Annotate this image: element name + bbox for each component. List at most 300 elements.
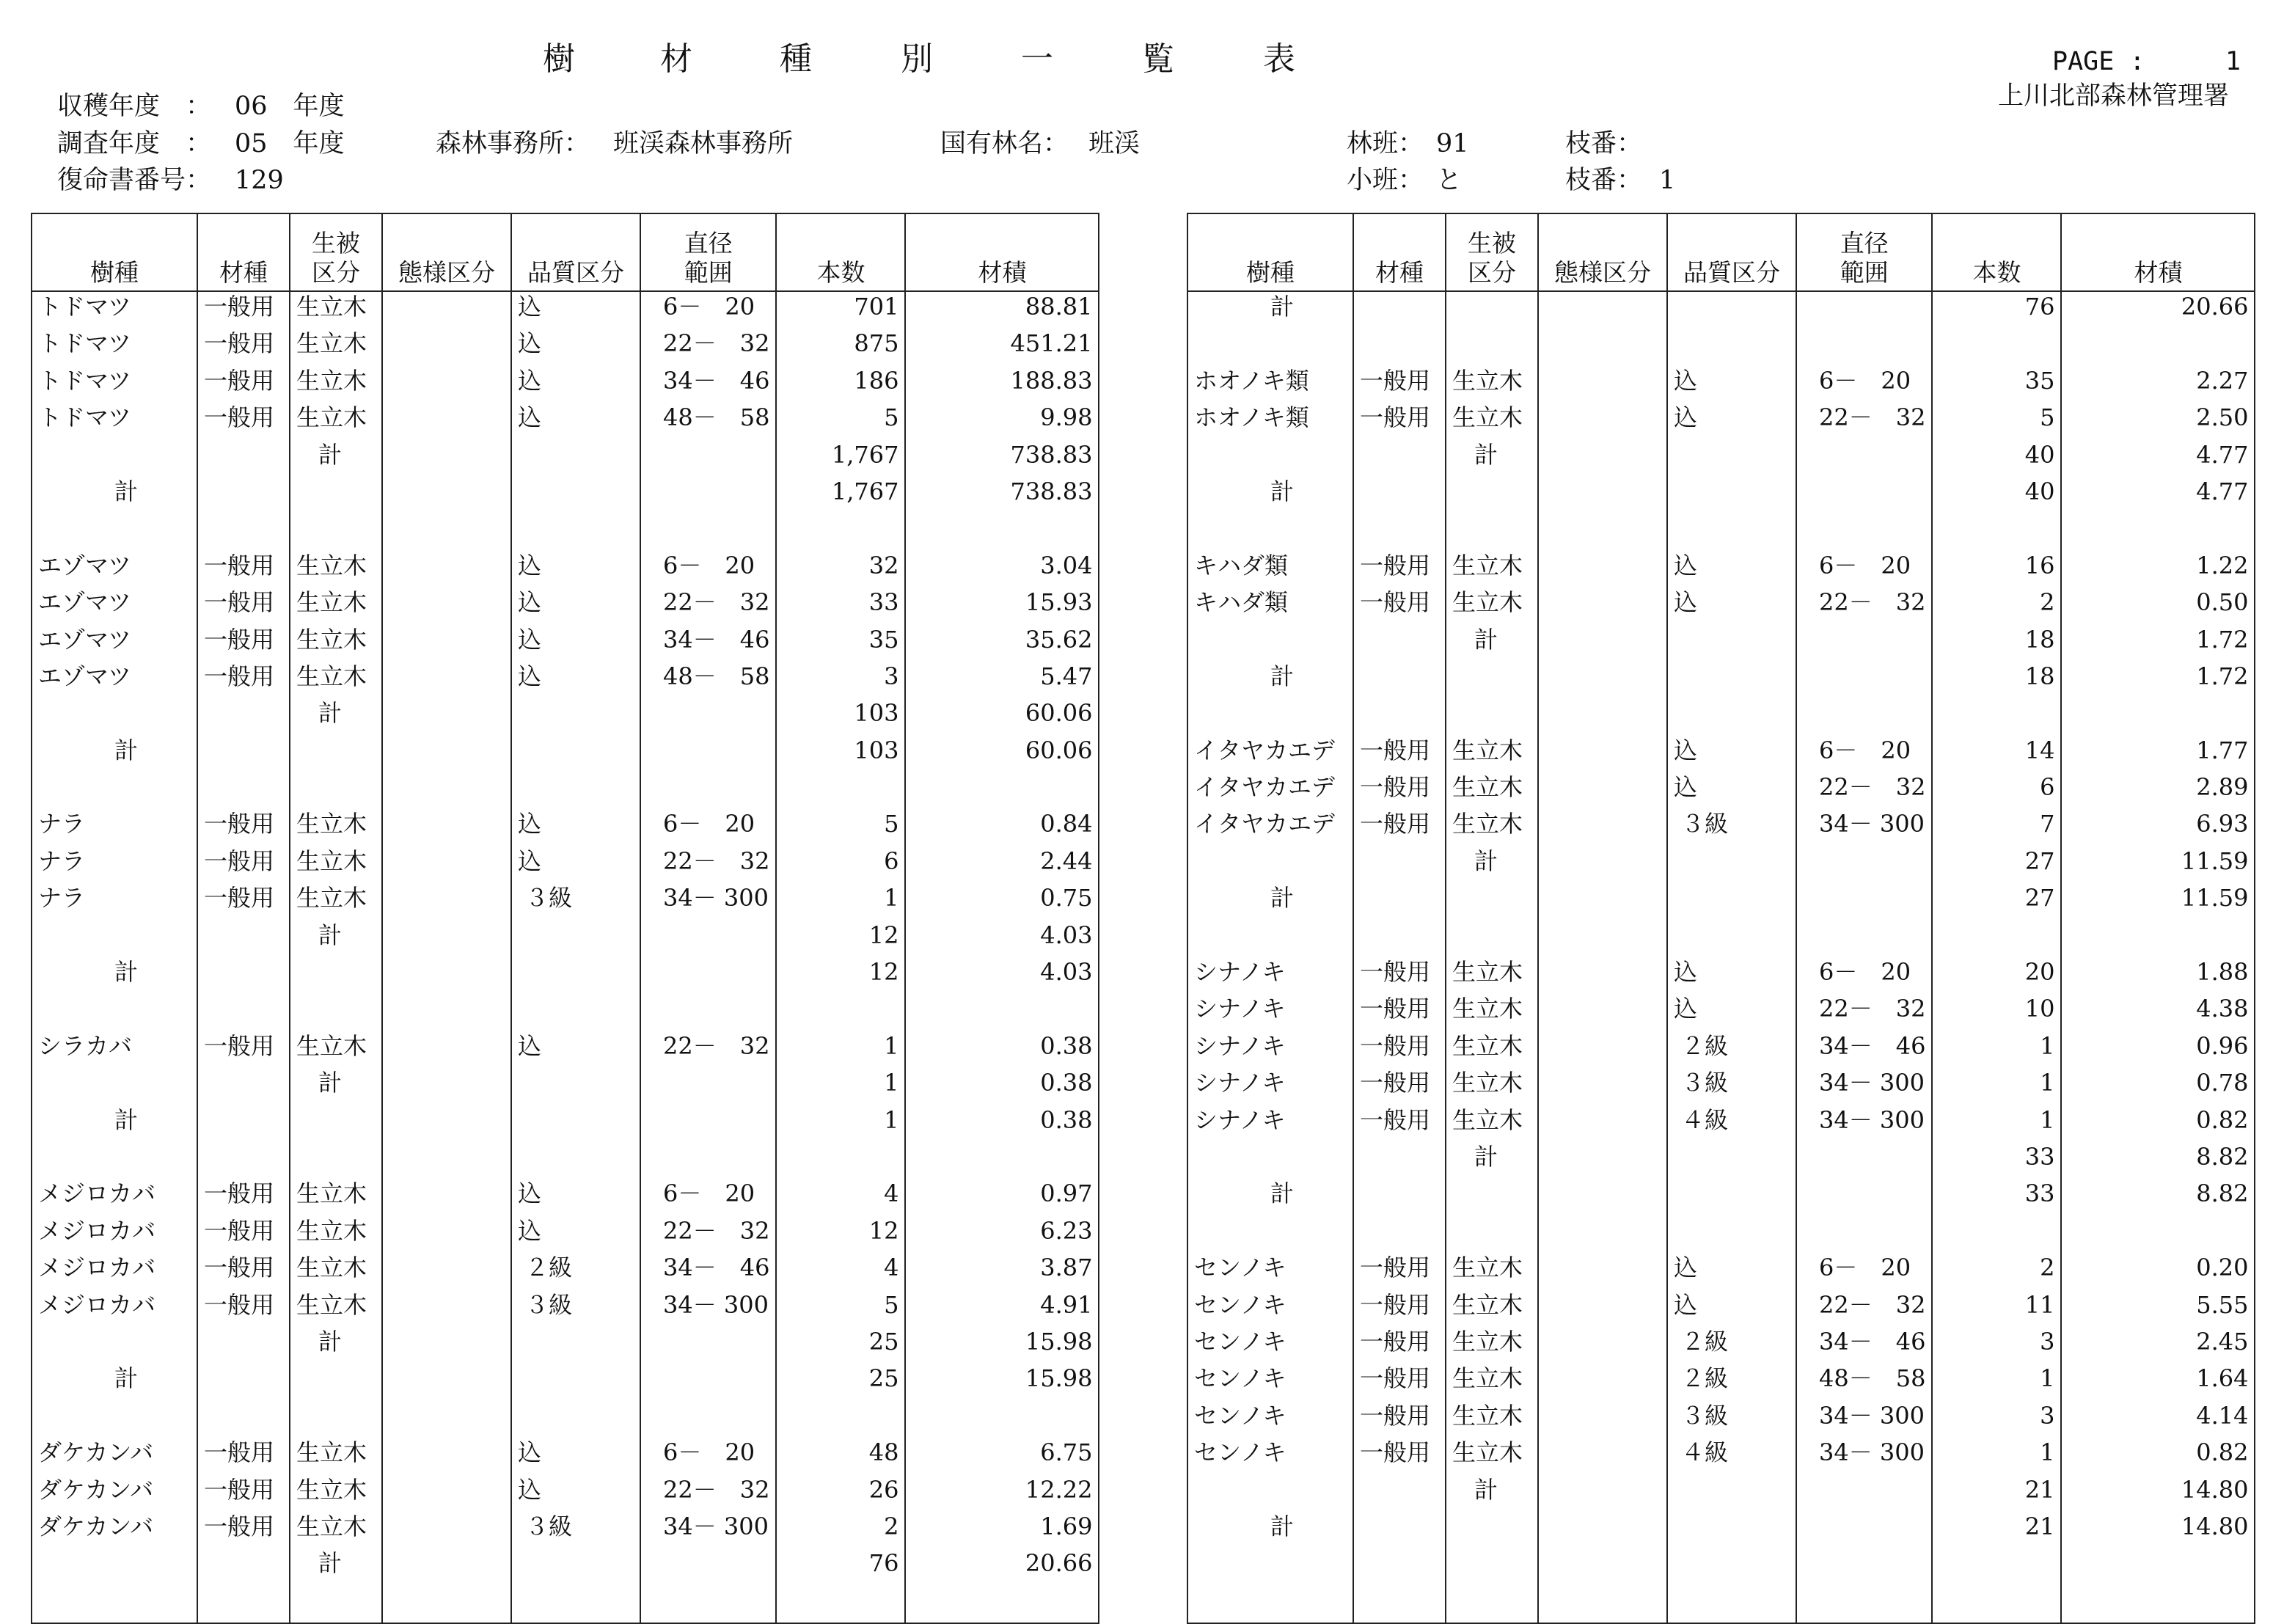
cell-quality-class: 込 bbox=[511, 662, 640, 698]
cell-diameter-range bbox=[640, 772, 776, 809]
cell-tree-count: 186 bbox=[776, 366, 905, 403]
cell-form-class bbox=[1538, 1401, 1667, 1438]
table-header-row bbox=[32, 213, 1099, 291]
table-row bbox=[1187, 662, 2255, 698]
cell-quality-class bbox=[1667, 1548, 1796, 1585]
cell-diameter-range bbox=[1796, 1216, 1932, 1253]
cell-volume: 5.47 bbox=[905, 662, 1099, 698]
table-row bbox=[32, 588, 1099, 624]
cell-living-class bbox=[290, 477, 382, 513]
cell-tree-count: 1 bbox=[1932, 1438, 2061, 1474]
cell-species: 計 bbox=[32, 477, 197, 513]
cell-diameter-range: 6－ 20 bbox=[1796, 1253, 1932, 1290]
cell-diameter-range: 6－ 20 bbox=[640, 291, 776, 329]
table-row bbox=[32, 994, 1099, 1031]
cell-quality-class bbox=[1667, 440, 1796, 477]
cell-timber-type: 一般用 bbox=[197, 551, 290, 588]
cell-living-class: 計 bbox=[290, 1548, 382, 1585]
cell-quality-class bbox=[511, 1364, 640, 1400]
column-header-species: 樹種 bbox=[32, 213, 197, 291]
cell-form-class bbox=[382, 551, 511, 588]
cell-species bbox=[32, 1142, 197, 1179]
cell-diameter-range bbox=[1796, 440, 1932, 477]
cell-timber-type: 一般用 bbox=[1353, 736, 1446, 772]
table-row bbox=[1187, 366, 2255, 403]
cell-tree-count: 48 bbox=[776, 1438, 905, 1474]
cell-volume bbox=[2061, 329, 2255, 365]
cell-volume: 20.66 bbox=[2061, 291, 2255, 329]
table-row bbox=[32, 403, 1099, 439]
cell-quality-class: 込 bbox=[511, 588, 640, 624]
cell-form-class bbox=[382, 1364, 511, 1400]
cell-volume bbox=[905, 1401, 1099, 1438]
cell-living-class bbox=[1446, 662, 1538, 698]
cell-diameter-range bbox=[640, 921, 776, 957]
column-header-diameter-range: 直径 範囲 bbox=[1796, 213, 1932, 291]
cell-diameter-range: 22－ 32 bbox=[640, 1475, 776, 1512]
cell-timber-type bbox=[1353, 329, 1446, 365]
cell-quality-class bbox=[511, 440, 640, 477]
cell-diameter-range: 22－ 32 bbox=[1796, 772, 1932, 809]
cell-quality-class: 込 bbox=[1667, 551, 1796, 588]
cell-form-class bbox=[1538, 440, 1667, 477]
cell-quality-class bbox=[1667, 477, 1796, 513]
cell-form-class bbox=[382, 1142, 511, 1179]
cell-species: エゾマツ bbox=[32, 588, 197, 624]
cell-form-class bbox=[382, 698, 511, 735]
cell-species: 計 bbox=[32, 736, 197, 772]
cell-timber-type bbox=[197, 736, 290, 772]
cell-diameter-range: 6－ 20 bbox=[640, 1438, 776, 1474]
cell-tree-count: 5 bbox=[1932, 403, 2061, 439]
left-timber-table bbox=[31, 213, 1099, 1624]
table-row bbox=[32, 291, 1099, 329]
table-row bbox=[1187, 1253, 2255, 1290]
cell-volume: 0.38 bbox=[905, 1105, 1099, 1142]
column-header-timber-type: 材種 bbox=[1353, 213, 1446, 291]
cell-tree-count: 12 bbox=[776, 957, 905, 994]
cell-timber-type bbox=[1353, 1179, 1446, 1215]
cell-timber-type bbox=[197, 1142, 290, 1179]
cell-timber-type: 一般用 bbox=[1353, 1438, 1446, 1474]
table-row bbox=[1187, 1216, 2255, 1253]
cell-timber-type bbox=[197, 957, 290, 994]
cell-timber-type bbox=[1353, 477, 1446, 513]
cell-diameter-range: 34－ 46 bbox=[640, 1253, 776, 1290]
cell-species: トドマツ bbox=[32, 403, 197, 439]
cell-tree-count: 27 bbox=[1932, 883, 2061, 920]
column-header-species: 樹種 bbox=[1187, 213, 1353, 291]
office-name: 上川北部森林管理署 bbox=[1998, 81, 2230, 111]
table-header-row bbox=[1187, 213, 2255, 291]
cell-diameter-range: 34－ 300 bbox=[1796, 1438, 1932, 1474]
cell-tree-count: 25 bbox=[776, 1327, 905, 1364]
cell-species: 計 bbox=[1187, 662, 1353, 698]
cell-quality-class bbox=[1667, 291, 1796, 329]
cell-timber-type: 一般用 bbox=[197, 403, 290, 439]
cell-diameter-range bbox=[640, 477, 776, 513]
cell-volume bbox=[2061, 921, 2255, 957]
cell-timber-type bbox=[1353, 291, 1446, 329]
cell-volume: 0.84 bbox=[905, 809, 1099, 846]
cell-species bbox=[1187, 698, 1353, 735]
cell-form-class bbox=[1538, 588, 1667, 624]
cell-living-class: 計 bbox=[290, 921, 382, 957]
table-row bbox=[1187, 403, 2255, 439]
cell-quality-class: 込 bbox=[511, 329, 640, 365]
cell-quality-class: ４級 bbox=[1667, 1438, 1796, 1474]
table-row bbox=[1187, 883, 2255, 920]
cell-living-class: 生立木 bbox=[290, 883, 382, 920]
cell-timber-type bbox=[197, 698, 290, 735]
cell-form-class bbox=[382, 1475, 511, 1512]
cell-species: センノキ bbox=[1187, 1401, 1353, 1438]
cell-species bbox=[1187, 1548, 1353, 1585]
cell-tree-count: 16 bbox=[1932, 551, 2061, 588]
right-timber-table bbox=[1187, 213, 2255, 1624]
cell-volume: 15.93 bbox=[905, 588, 1099, 624]
cell-quality-class: 込 bbox=[1667, 772, 1796, 809]
table-row bbox=[1187, 1475, 2255, 1512]
cell-quality-class bbox=[1667, 1475, 1796, 1512]
cell-tree-count bbox=[1932, 1216, 2061, 1253]
column-header-volume: 材積 bbox=[905, 213, 1099, 291]
cell-quality-class bbox=[1667, 1142, 1796, 1179]
cell-species: メジロカバ bbox=[32, 1290, 197, 1327]
cell-volume: 0.20 bbox=[2061, 1253, 2255, 1290]
cell-form-class bbox=[382, 883, 511, 920]
cell-quality-class: 込 bbox=[1667, 957, 1796, 994]
cell-timber-type: 一般用 bbox=[197, 1031, 290, 1068]
cell-quality-class: 込 bbox=[511, 625, 640, 662]
cell-diameter-range: 22－ 32 bbox=[640, 846, 776, 883]
cell-diameter-range: 34－ 46 bbox=[640, 625, 776, 662]
cell-diameter-range: 34－ 46 bbox=[640, 366, 776, 403]
cell-tree-count: 11 bbox=[1932, 1290, 2061, 1327]
cell-diameter-range bbox=[1796, 1475, 1932, 1512]
cell-form-class bbox=[1538, 1142, 1667, 1179]
cell-tree-count bbox=[776, 1401, 905, 1438]
cell-living-class: 生立木 bbox=[290, 1216, 382, 1253]
cell-living-class: 計 bbox=[1446, 1142, 1538, 1179]
cell-quality-class bbox=[1667, 883, 1796, 920]
cell-form-class bbox=[382, 1253, 511, 1290]
cell-species: エゾマツ bbox=[32, 625, 197, 662]
cell-species: 計 bbox=[32, 1105, 197, 1142]
cell-tree-count bbox=[1932, 1586, 2061, 1623]
table-row bbox=[32, 329, 1099, 365]
cell-species: 計 bbox=[1187, 1179, 1353, 1215]
cell-timber-type: 一般用 bbox=[1353, 1031, 1446, 1068]
cell-timber-type: 一般用 bbox=[197, 883, 290, 920]
cell-form-class bbox=[1538, 1253, 1667, 1290]
page-label: PAGE : bbox=[2052, 47, 2145, 76]
cell-volume: 4.14 bbox=[2061, 1401, 2255, 1438]
cell-species: センノキ bbox=[1187, 1438, 1353, 1474]
cell-quality-class bbox=[1667, 1179, 1796, 1215]
cell-living-class: 生立木 bbox=[290, 329, 382, 365]
cell-species: 計 bbox=[1187, 883, 1353, 920]
cell-tree-count: 1 bbox=[1932, 1364, 2061, 1400]
cell-living-class: 生立木 bbox=[290, 625, 382, 662]
cell-species bbox=[1187, 1142, 1353, 1179]
cell-form-class bbox=[1538, 1364, 1667, 1400]
cell-form-class bbox=[382, 1031, 511, 1068]
cell-diameter-range: 6－ 20 bbox=[1796, 957, 1932, 994]
cell-species: 計 bbox=[1187, 1512, 1353, 1548]
cell-living-class: 生立木 bbox=[1446, 994, 1538, 1031]
cell-living-class: 計 bbox=[290, 1327, 382, 1364]
cell-living-class bbox=[290, 957, 382, 994]
cell-diameter-range bbox=[640, 1068, 776, 1105]
cell-living-class bbox=[290, 772, 382, 809]
cell-living-class: 生立木 bbox=[290, 403, 382, 439]
cell-form-class bbox=[382, 846, 511, 883]
cell-living-class: 生立木 bbox=[1446, 1068, 1538, 1105]
cell-living-class: 生立木 bbox=[1446, 366, 1538, 403]
cell-tree-count: 12 bbox=[776, 921, 905, 957]
cell-form-class bbox=[1538, 1327, 1667, 1364]
cell-tree-count: 5 bbox=[776, 403, 905, 439]
cell-living-class bbox=[1446, 291, 1538, 329]
cell-tree-count: 12 bbox=[776, 1216, 905, 1253]
cell-living-class bbox=[1446, 1216, 1538, 1253]
cell-living-class bbox=[290, 513, 382, 550]
cell-species: メジロカバ bbox=[32, 1179, 197, 1215]
cell-living-class: 生立木 bbox=[1446, 588, 1538, 624]
cell-species: シナノキ bbox=[1187, 957, 1353, 994]
cell-diameter-range bbox=[1796, 698, 1932, 735]
table-row bbox=[1187, 1290, 2255, 1327]
cell-form-class bbox=[382, 1068, 511, 1105]
cell-tree-count bbox=[1932, 1548, 2061, 1585]
cell-species bbox=[1187, 329, 1353, 365]
cell-form-class bbox=[382, 1438, 511, 1474]
cell-living-class: 生立木 bbox=[1446, 1031, 1538, 1068]
cell-species: キハダ類 bbox=[1187, 551, 1353, 588]
cell-diameter-range: 22－ 32 bbox=[640, 329, 776, 365]
cell-diameter-range: 6－ 20 bbox=[1796, 551, 1932, 588]
cell-form-class bbox=[382, 1401, 511, 1438]
cell-diameter-range bbox=[640, 1105, 776, 1142]
cell-form-class bbox=[1538, 1179, 1667, 1215]
cell-form-class bbox=[1538, 1031, 1667, 1068]
cell-timber-type: 一般用 bbox=[197, 1216, 290, 1253]
cell-diameter-range: 22－ 32 bbox=[640, 1031, 776, 1068]
cell-volume: 6.93 bbox=[2061, 809, 2255, 846]
cell-tree-count: 35 bbox=[776, 625, 905, 662]
cell-form-class bbox=[382, 1179, 511, 1215]
cell-timber-type bbox=[197, 1548, 290, 1585]
cell-tree-count: 1 bbox=[776, 1105, 905, 1142]
cell-living-class bbox=[290, 994, 382, 1031]
branch-label-2: 枝番： bbox=[1565, 166, 1643, 195]
cell-volume: 4.38 bbox=[2061, 994, 2255, 1031]
cell-timber-type bbox=[197, 513, 290, 550]
cell-tree-count bbox=[1932, 921, 2061, 957]
cell-timber-type: 一般用 bbox=[1353, 994, 1446, 1031]
cell-tree-count: 33 bbox=[776, 588, 905, 624]
cell-volume: 0.97 bbox=[905, 1179, 1099, 1215]
table-row bbox=[32, 1327, 1099, 1364]
cell-living-class bbox=[1446, 921, 1538, 957]
cell-diameter-range: 6－ 20 bbox=[1796, 736, 1932, 772]
cell-species: トドマツ bbox=[32, 329, 197, 365]
cell-tree-count: 2 bbox=[1932, 588, 2061, 624]
cell-species bbox=[32, 921, 197, 957]
title-char: 覧 bbox=[1142, 40, 1174, 78]
cell-timber-type bbox=[197, 477, 290, 513]
cell-form-class bbox=[1538, 1105, 1667, 1142]
cell-species bbox=[32, 513, 197, 550]
cell-diameter-range bbox=[640, 957, 776, 994]
cell-diameter-range: 48－ 58 bbox=[640, 403, 776, 439]
cell-species: シラカバ bbox=[32, 1031, 197, 1068]
cell-tree-count bbox=[1932, 698, 2061, 735]
cell-volume: 5.55 bbox=[2061, 1290, 2255, 1327]
cell-form-class bbox=[382, 957, 511, 994]
cell-quality-class: 込 bbox=[511, 1216, 640, 1253]
cell-timber-type: 一般用 bbox=[197, 329, 290, 365]
cell-timber-type: 一般用 bbox=[197, 625, 290, 662]
cell-species bbox=[1187, 1475, 1353, 1512]
cell-species: ナラ bbox=[32, 846, 197, 883]
table-row bbox=[32, 662, 1099, 698]
cell-volume: 6.75 bbox=[905, 1438, 1099, 1474]
cell-tree-count: 1 bbox=[776, 883, 905, 920]
cell-form-class bbox=[382, 366, 511, 403]
cell-volume: 1.22 bbox=[2061, 551, 2255, 588]
cell-volume: 1.69 bbox=[905, 1512, 1099, 1548]
cell-diameter-range bbox=[640, 736, 776, 772]
cell-tree-count: 701 bbox=[776, 291, 905, 329]
cell-volume: 2.50 bbox=[2061, 403, 2255, 439]
table-row bbox=[1187, 921, 2255, 957]
cell-diameter-range bbox=[1796, 1586, 1932, 1623]
cell-volume bbox=[905, 513, 1099, 550]
cell-timber-type bbox=[197, 1586, 290, 1623]
cell-tree-count bbox=[776, 513, 905, 550]
cell-volume: 4.03 bbox=[905, 921, 1099, 957]
table-row bbox=[32, 1475, 1099, 1512]
cell-diameter-range bbox=[640, 1586, 776, 1623]
cell-diameter-range bbox=[1796, 846, 1932, 883]
cell-species: ダケカンバ bbox=[32, 1512, 197, 1548]
table-row bbox=[1187, 477, 2255, 513]
cell-diameter-range bbox=[1796, 329, 1932, 365]
cell-form-class bbox=[1538, 625, 1667, 662]
cell-form-class bbox=[382, 921, 511, 957]
cell-quality-class bbox=[1667, 1512, 1796, 1548]
cell-form-class bbox=[1538, 809, 1667, 846]
cell-quality-class: 込 bbox=[511, 1179, 640, 1215]
cell-form-class bbox=[1538, 921, 1667, 957]
column-header-quality-class: 品質区分 bbox=[1667, 213, 1796, 291]
cell-living-class: 計 bbox=[1446, 440, 1538, 477]
cell-quality-class bbox=[1667, 329, 1796, 365]
title-char: 表 bbox=[1263, 40, 1295, 78]
cell-tree-count: 3 bbox=[1932, 1401, 2061, 1438]
cell-quality-class: ３級 bbox=[1667, 1401, 1796, 1438]
column-header-quality-class: 品質区分 bbox=[511, 213, 640, 291]
cell-volume: 4.03 bbox=[905, 957, 1099, 994]
cell-timber-type: 一般用 bbox=[1353, 957, 1446, 994]
cell-quality-class bbox=[511, 1586, 640, 1623]
cell-quality-class: 込 bbox=[511, 809, 640, 846]
cell-diameter-range bbox=[640, 1401, 776, 1438]
cell-quality-class: ４級 bbox=[1667, 1105, 1796, 1142]
cell-living-class: 生立木 bbox=[290, 291, 382, 329]
table-row bbox=[1187, 513, 2255, 550]
cell-tree-count: 7 bbox=[1932, 809, 2061, 846]
cell-tree-count bbox=[776, 1142, 905, 1179]
cell-species: エゾマツ bbox=[32, 551, 197, 588]
cell-timber-type bbox=[1353, 846, 1446, 883]
cell-timber-type: 一般用 bbox=[1353, 588, 1446, 624]
cell-form-class bbox=[382, 809, 511, 846]
cell-volume bbox=[905, 1586, 1099, 1623]
cell-tree-count bbox=[776, 772, 905, 809]
cell-timber-type: 一般用 bbox=[1353, 1290, 1446, 1327]
cell-living-class: 生立木 bbox=[1446, 1253, 1538, 1290]
cell-tree-count: 40 bbox=[1932, 477, 2061, 513]
cell-species: ホオノキ類 bbox=[1187, 403, 1353, 439]
cell-timber-type bbox=[1353, 1216, 1446, 1253]
table-row bbox=[1187, 1142, 2255, 1179]
cell-form-class bbox=[1538, 846, 1667, 883]
cell-living-class: 生立木 bbox=[1446, 957, 1538, 994]
table-row bbox=[1187, 1438, 2255, 1474]
cell-tree-count: 14 bbox=[1932, 736, 2061, 772]
cell-form-class bbox=[382, 513, 511, 550]
cell-form-class bbox=[1538, 1438, 1667, 1474]
national-forest-label: 国有林名： bbox=[940, 129, 1069, 158]
table-row bbox=[1187, 809, 2255, 846]
cell-volume: 8.82 bbox=[2061, 1179, 2255, 1215]
cell-living-class: 生立木 bbox=[290, 1475, 382, 1512]
cell-living-class: 計 bbox=[1446, 846, 1538, 883]
cell-tree-count: 4 bbox=[776, 1179, 905, 1215]
cell-timber-type: 一般用 bbox=[1353, 1105, 1446, 1142]
cell-species: 計 bbox=[32, 957, 197, 994]
cell-quality-class: 込 bbox=[511, 1475, 640, 1512]
column-header-timber-type: 材種 bbox=[197, 213, 290, 291]
cell-diameter-range: 6－ 20 bbox=[640, 809, 776, 846]
cell-quality-class: 込 bbox=[511, 1031, 640, 1068]
cell-timber-type: 一般用 bbox=[197, 846, 290, 883]
cell-timber-type bbox=[1353, 1548, 1446, 1585]
cell-tree-count: 1 bbox=[1932, 1068, 2061, 1105]
table-row bbox=[1187, 1031, 2255, 1068]
cell-diameter-range: 34－ 300 bbox=[1796, 809, 1932, 846]
cell-living-class: 計 bbox=[290, 440, 382, 477]
cell-tree-count bbox=[776, 994, 905, 1031]
cell-living-class: 生立木 bbox=[290, 551, 382, 588]
cell-living-class: 生立木 bbox=[1446, 1105, 1538, 1142]
cell-volume: 2.27 bbox=[2061, 366, 2255, 403]
cell-species: メジロカバ bbox=[32, 1216, 197, 1253]
cell-species: イタヤカエデ bbox=[1187, 772, 1353, 809]
cell-quality-class bbox=[511, 698, 640, 735]
cell-diameter-range bbox=[640, 1364, 776, 1400]
branch-office: 班渓森林事務所 bbox=[613, 129, 794, 158]
cell-tree-count: 33 bbox=[1932, 1179, 2061, 1215]
cell-species bbox=[32, 698, 197, 735]
cell-volume: 60.06 bbox=[905, 736, 1099, 772]
table-row bbox=[1187, 1105, 2255, 1142]
cell-species bbox=[32, 1068, 197, 1105]
cell-tree-count: 103 bbox=[776, 698, 905, 735]
